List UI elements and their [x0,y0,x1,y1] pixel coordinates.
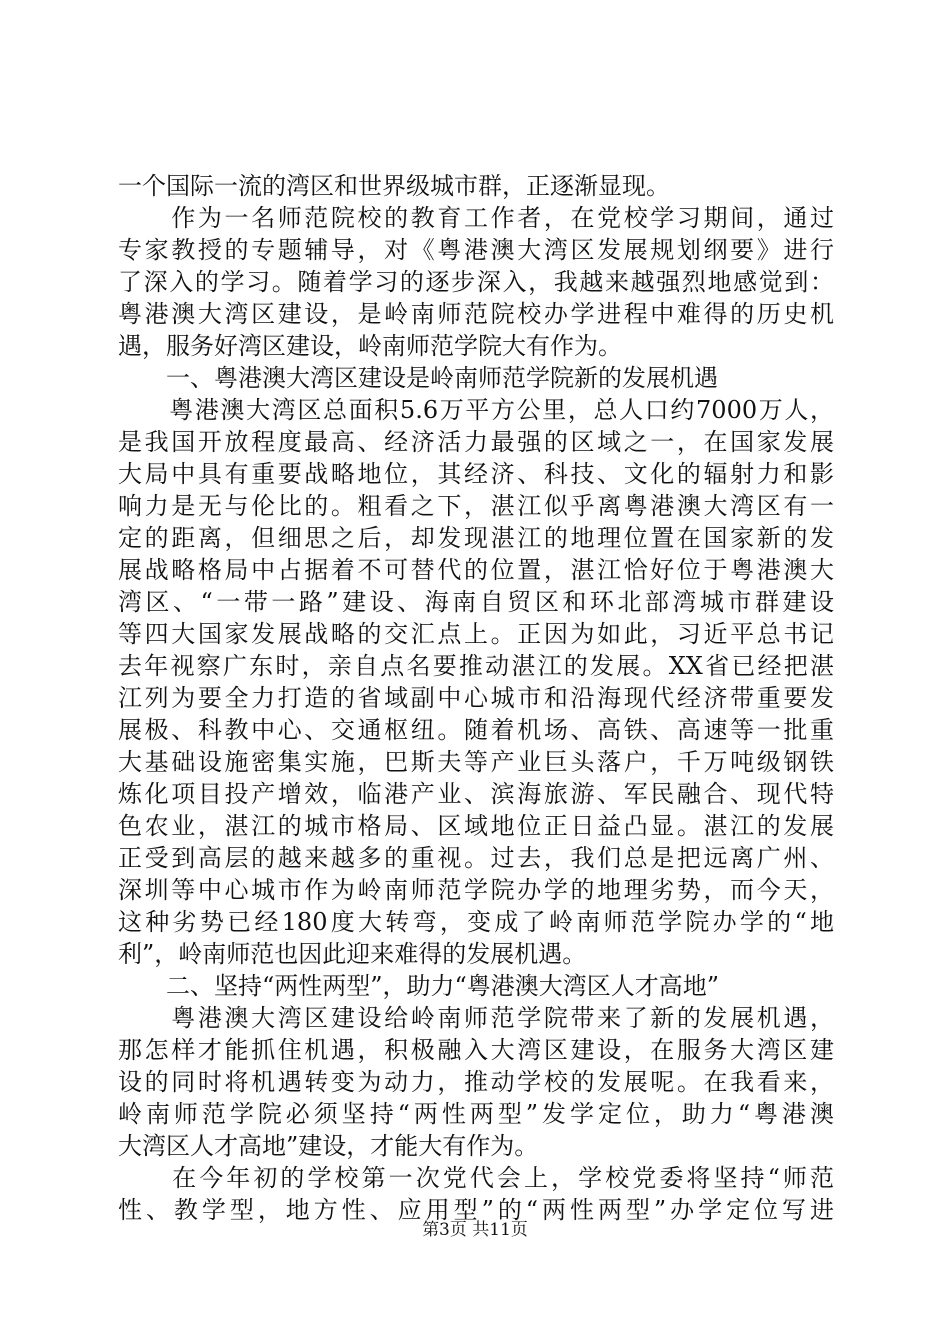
text-line: 去年视察广东时，亲自点名要推动湛江的发展。XX省已经把湛 [118,652,834,680]
text-line: 正受到高层的越来越多的重视。过去，我们总是把远离广州、 [118,844,834,872]
text-line: 利”，岭南师范也因此迎来难得的发展机遇。 [118,940,587,968]
text-line: 江列为要全力打造的省域副中心城市和沿海现代经济带重要发 [118,684,834,712]
text-line: 展战略格局中占据着不可替代的位置，湛江恰好位于粤港澳大 [118,556,834,584]
text-line: 专家教授的专题辅导，对《粤港澳大湾区发展规划纲要》进行 [118,236,834,264]
text-line: 了深入的学习。随着学习的逐步深入，我越来越强烈地感觉到： [118,268,834,296]
text-line: 大湾区人才高地”建设，才能大有作为。 [118,1132,539,1160]
text-line: 响力是无与伦比的。粗看之下，湛江似乎离粤港澳大湾区有一 [118,492,834,520]
text-line: 大基础设施密集实施，巴斯夫等产业巨头落户，千万吨级钢铁 [118,748,834,776]
document-body [118,170,834,1226]
text-line: 在今年初的学校第一次党代会上，学校党委将坚持“师范 [118,1164,834,1192]
text-line: 色农业，湛江的城市格局、区域地位正日益凸显。湛江的发展 [118,812,834,840]
text-line: 大局中具有重要战略地位，其经济、科技、文化的辐射力和影 [118,460,834,488]
text-line: 粤港澳大湾区总面积5.6万平方公里，总人口约7000万人， [118,396,834,424]
text-line: 湾区、“一带一路”建设、海南自贸区和环北部湾城市群建设 [118,588,834,616]
text-line: 性、教学型，地方性、应用型”的“两性两型”办学定位写进 [118,1196,834,1224]
text-line: 作为一名师范院校的教育工作者，在党校学习期间，通过 [118,204,834,232]
text-line: 粤港澳大湾区建设给岭南师范学院带来了新的发展机遇， [118,1004,834,1032]
text-line: 定的距离，但细思之后，却发现湛江的地理位置在国家新的发 [118,524,834,552]
text-line: 那怎样才能抓住机遇，积极融入大湾区建设，在服务大湾区建 [118,1036,834,1064]
page-footer: 第3页 共11页 [422,1220,528,1240]
text-line: 岭南师范学院必须坚持“两性两型”发学定位，助力“粤港澳 [118,1100,834,1128]
text-line: 一、粤港澳大湾区建设是岭南师范学院新的发展机遇 [118,364,718,392]
text-line: 粤港澳大湾区建设，是岭南师范院校办学进程中难得的历史机 [118,300,834,328]
text-line: 一个国际一流的湾区和世界级城市群，正逐渐显现。 [118,172,670,200]
text-line: 遇，服务好湾区建设，岭南师范学院大有作为。 [118,332,622,360]
text-line: 是我国开放程度最高、经济活力最强的区域之一，在国家发展 [118,428,834,456]
text-line: 二、坚持“两性两型”，助力“粤港澳大湾区人才高地” [118,972,720,1000]
text-line: 设的同时将机遇转变为动力，推动学校的发展呢。在我看来， [118,1068,834,1096]
text-line: 这种劣势已经180度大转弯，变成了岭南师范学院办学的“地 [118,908,834,936]
text-line: 等四大国家发展战略的交汇点上。正因为如此，习近平总书记 [118,620,834,648]
text-line: 炼化项目投产增效，临港产业、滨海旅游、军民融合、现代特 [118,780,834,808]
text-line: 深圳等中心城市作为岭南师范学院办学的地理劣势，而今天， [118,876,834,904]
text-line: 展极、科教中心、交通枢纽。随着机场、高铁、高速等一批重 [118,716,834,744]
